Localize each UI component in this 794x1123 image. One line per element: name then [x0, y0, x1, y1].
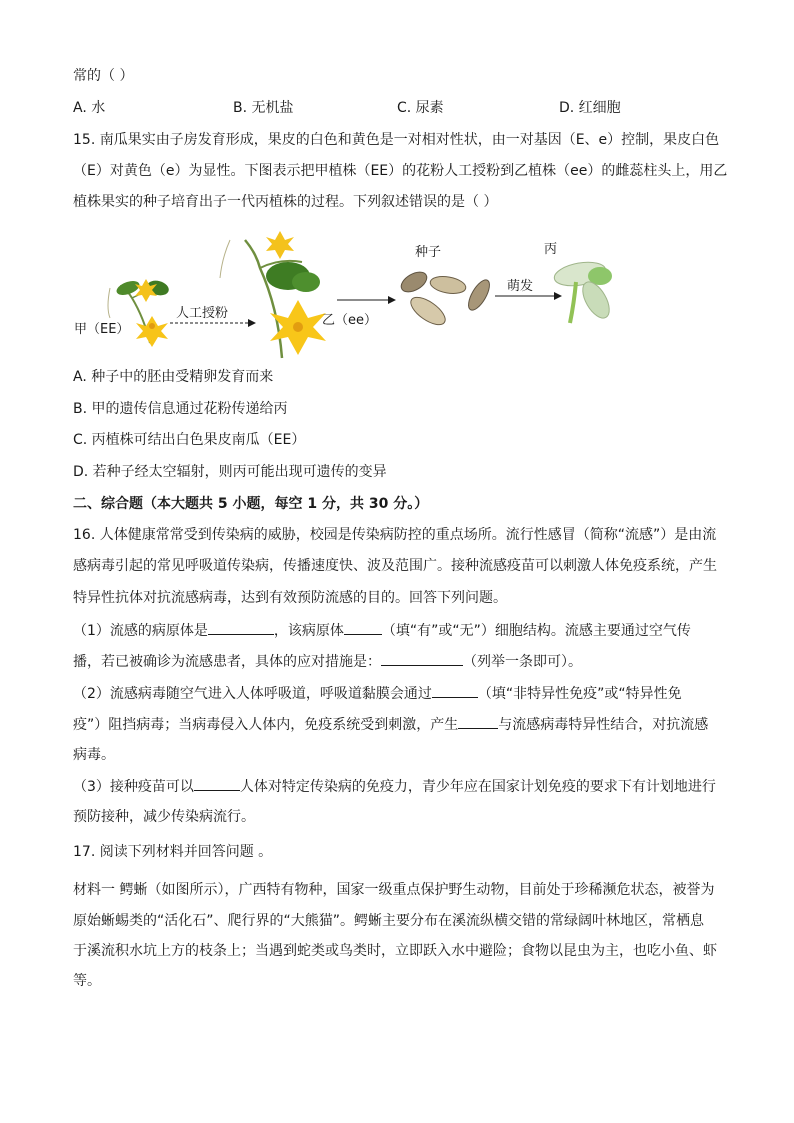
q14-option-c: C. 尿素 — [397, 100, 444, 116]
q14-stem-tail: 常的（ ） — [73, 68, 134, 84]
q16-part1-text-d: 播，若已被确诊为流感患者，具体的应对措施是： — [73, 654, 381, 670]
seeds-illustration — [398, 268, 494, 330]
arrow-pollination-head — [248, 319, 256, 327]
q16-part3-line-2: 预防接种，减少传染病流行。 — [73, 809, 255, 825]
q15-stem-line-2: （E）对黄色（e）为显性。下图表示把甲植株（EE）的花粉人工授粉到乙植株（ee）的雌蕊柱头上，用乙 — [73, 163, 728, 179]
answer-blank-measure[interactable] — [381, 651, 463, 666]
q15-stem-line-1: 15. 南瓜果实由子房发育形成，果皮的白色和黄色是一对相对性状，由一对基因（E、e）控制，果皮白色 — [73, 132, 720, 148]
q14-option-a: A. 水 — [73, 100, 106, 116]
q17-material-line-4: 等。 — [73, 973, 101, 989]
q17-material-line-1: 材料一 鳄蜥（如图所示），广西特有物种，国家一级重点保护野生动物，目前处于珍稀濒危状态，被誉为 — [73, 882, 715, 898]
q16-part2-text-a: （2）流感病毒随空气进入人体呼吸道，呼吸道黏膜会通过 — [73, 686, 432, 702]
q16-part3-text-a: （3）接种疫苗可以 — [73, 779, 194, 795]
q16-part2-line-3: 病毒。 — [73, 747, 115, 763]
seedling-bing-illustration — [552, 259, 614, 323]
q16-part2-line-2 — [73, 714, 708, 735]
q16-part1-text-a: （1）流感的病原体是 — [73, 623, 208, 639]
label-yi: 乙（ee） — [322, 313, 377, 328]
arrow-germination-head — [554, 292, 562, 300]
q16-part1-text-b: ，该病原体 — [273, 623, 344, 639]
q15-option-c: C. 丙植株可结出白色果皮南瓜（EE） — [73, 432, 306, 448]
answer-blank-antibody[interactable] — [458, 714, 498, 729]
q16-part2-text-d: 与流感病毒特异性结合，对抗流感 — [498, 717, 709, 733]
q16-intro-line-3: 特异性抗体对抗流感病毒，达到有效预防流感的目的。回答下列问题。 — [73, 590, 507, 606]
q15-stem-line-3: 植株果实的种子培育出子一代丙植株的过程。下列叙述错误的是（ ） — [73, 194, 498, 210]
section-2-title: 二、综合题（本大题共 5 小题，每空 1 分，共 30 分。） — [73, 496, 429, 512]
q15-option-a: A. 种子中的胚由受精卵发育而来 — [73, 369, 274, 385]
q15-option-b: B. 甲的遗传信息通过花粉传递给丙 — [73, 401, 288, 417]
q16-part2-text-c: 疫”）阻挡病毒；当病毒侵入人体内，免疫系统受到刺激，产生 — [73, 717, 459, 733]
q17-material-line-3: 于溪流积水坑上方的枝条上；当遇到蛇类或鸟类时，立即跃入水中避险；食物以昆虫为主，也吃小鱼、虾 — [73, 943, 717, 959]
q14-option-b: B. 无机盐 — [233, 100, 294, 116]
answer-blank-immunity-type[interactable] — [432, 683, 478, 698]
label-rengong: 人工授粉 — [176, 306, 229, 321]
q16-part1-line-2 — [73, 651, 582, 672]
arrow-to-seeds-head — [388, 296, 396, 304]
q16-part1-text-c: （填“有”或“无”）细胞结构。流感主要通过空气传 — [381, 623, 691, 639]
q17-stem: 17. 阅读下列材料并回答问题 。 — [73, 844, 273, 860]
label-bing: 丙 — [544, 242, 558, 257]
q17-material-line-2: 原始蜥蜴类的“活化石”、爬行界的“大熊猫”。鳄蜥主要分布在溪流纵横交错的常绿阔叶林地区，常栖息 — [73, 913, 705, 929]
q16-intro-line-2: 感病毒引起的常见呼吸道传染病，传播速度快、波及范围广。接种流感疫苗可以刺激人体免疫系统，产生 — [73, 558, 717, 574]
answer-blank-vaccine-effect[interactable] — [194, 776, 240, 791]
q16-part2-line-1 — [73, 683, 682, 704]
q14-option-d: D. 红细胞 — [559, 100, 621, 116]
q16-intro-line-1: 16. 人体健康常常受到传染病的威胁，校园是传染病防控的重点场所。流行性感冒（简称“流感”）是由流 — [73, 527, 717, 543]
q16-part1-text-e: （列举一条即可）。 — [463, 654, 582, 670]
label-jia: 甲（EE） — [74, 322, 130, 337]
q16-part3-text-b: 人体对特定传染病的免疫力，青少年应在国家计划免疫的要求下有计划地进行 — [239, 779, 716, 795]
answer-blank-pathogen[interactable] — [208, 620, 274, 635]
plant-yi-illustration — [220, 231, 326, 358]
q15-option-d: D. 若种子经太空辐射，则丙可能出现可遗传的变异 — [73, 464, 387, 480]
q16-part1-line-1 — [73, 620, 691, 641]
label-zhongzi: 种子 — [415, 245, 442, 260]
pollination-figure — [70, 218, 630, 363]
answer-blank-cell-structure[interactable] — [344, 620, 382, 635]
label-mengfa: 萌发 — [507, 279, 534, 294]
q16-part3-line-1 — [73, 776, 716, 797]
q16-part2-text-b: （填“非特异性免疫”或“特异性免 — [477, 686, 682, 702]
